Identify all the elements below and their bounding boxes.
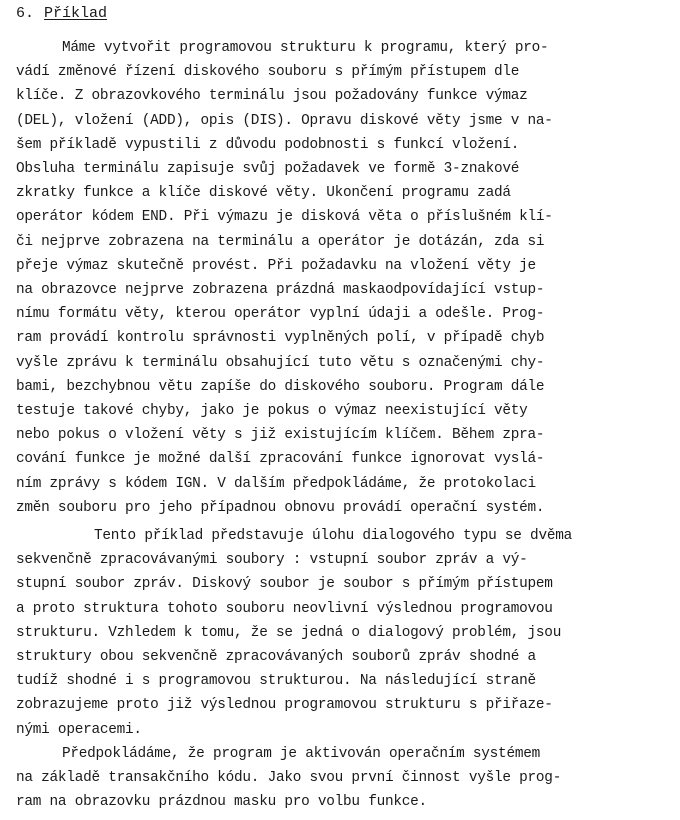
text-line: testuje takové chyby, jako je pokus o výmaz neexistující věty	[16, 403, 528, 419]
text-line: stupní soubor zpráv. Diskový soubor je soubor s přímým přístupem	[16, 576, 553, 593]
text-line: nebo pokus o vložení věty s již existujícím klíčem. Během zpra-	[16, 427, 545, 444]
text-line: šem příkladě vypustili z důvodu podobnosti s funkcí vložení.	[16, 136, 520, 153]
text-line: na obrazovce nejprve zobrazena prázdná maskaodpovídající vstup-	[16, 282, 545, 298]
text-line: ním zprávy s kódem IGN. V dalším předpokládáme, že protokolaci	[16, 475, 536, 492]
text-line: Tento příklad představuje úlohu dialogového typu se dvěma	[94, 528, 572, 544]
text-line: tudíž shodné i s programovou strukturou. Na následující straně	[16, 673, 536, 690]
text-line: struktury obou sekvenčně zpracovávaných souborů zpráv shodné a	[16, 649, 536, 665]
text-line: nými operacemi.	[16, 721, 142, 738]
text-line: zkratky funkce a klíče diskové věty. Ukončení programu zadá	[16, 185, 511, 202]
text-line: vyšle zprávu k terminálu obsahující tuto větu s označenými chy-	[16, 354, 545, 371]
text-line: změn souboru pro jeho případnou obnovu provádí operační systém.	[16, 499, 545, 516]
text-line: či nejprve zobrazena na terminálu a operátor je dotázán, zda si	[16, 233, 545, 250]
text-line: sekvenčně zpracovávanými soubory : vstupní soubor zpráv a vý-	[16, 552, 528, 569]
text-line: bami, bezchybnou větu zapíše do diskového souboru. Program dále	[16, 378, 545, 395]
text-line: operátor kódem END. Při výmazu je disková věta o příslušném klí-	[16, 209, 553, 226]
text-line: (DEL), vložení (ADD), opis (DIS). Opravu diskové věty jsme v na-	[16, 112, 553, 129]
text-line: na základě transakčního kódu. Jako svou první činnost vyšle prog-	[16, 770, 562, 787]
text-line: Máme vytvořit programovou strukturu k programu, který pro-	[62, 40, 549, 56]
section-number: 6.	[16, 5, 35, 22]
text-line: strukturu. Vzhledem k tomu, že se jedná o dialogový problém, jsou	[16, 624, 562, 641]
text-line: klíče. Z obrazovkového terminálu jsou požadovány funkce výmaz	[16, 88, 528, 105]
text-line: cování funkce je možné další zpracování funkce ignorovat vyslá-	[16, 451, 545, 468]
text-line: zobrazujeme proto již výslednou programovou strukturu s přiřaze-	[16, 697, 553, 714]
text-line: nímu formátu věty, kterou operátor vyplní údaji a odešle. Prog-	[16, 306, 545, 323]
section-title: Příklad	[44, 5, 108, 22]
text-line: ram provádí kontrolu správnosti vyplněných polí, v případě chyb	[16, 330, 545, 347]
text-line: Obsluha terminálu zapisuje svůj požadavek ve formě 3-znakové	[16, 161, 520, 177]
text-line: přeje výmaz skutečně provést. Při požadavku na vložení věty je	[16, 257, 536, 274]
text-line: vádí změnové řízení diskového souboru s přímým přístupem dle	[16, 64, 520, 81]
text-line: ram na obrazovku prázdnou masku pro volbu funkce.	[16, 794, 427, 811]
section-heading	[16, 4, 107, 24]
text-line: a proto struktura tohoto souboru neovlivní výslednou programovou	[16, 600, 553, 617]
text-line: Předpokládáme, že program je aktivován operačním systémem	[62, 746, 540, 762]
